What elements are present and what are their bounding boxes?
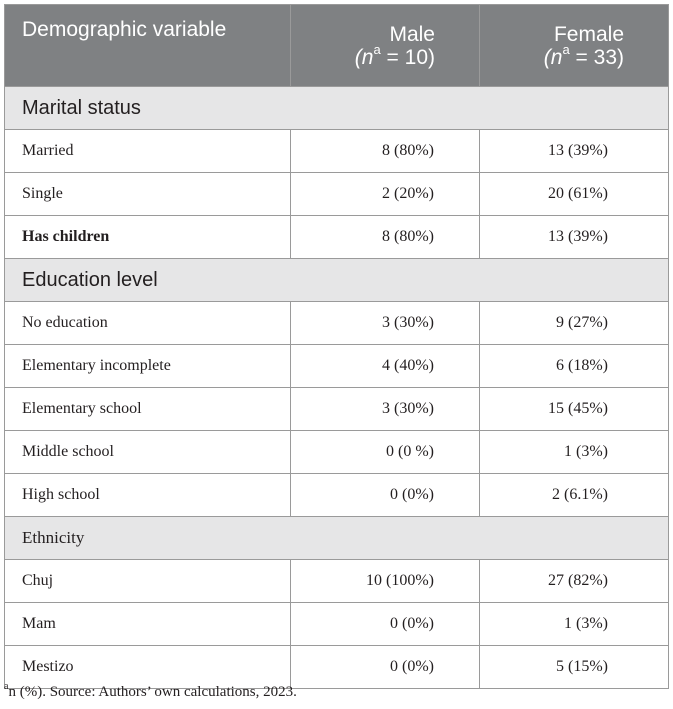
table-header-row — [5, 5, 669, 87]
section-title: Education level — [5, 259, 669, 302]
table-row — [5, 173, 669, 216]
male-value: 0 (0 %) — [291, 431, 480, 474]
male-value: 0 (0%) — [291, 646, 480, 689]
male-value: 4 (40%) — [291, 345, 480, 388]
row-label: No education — [5, 302, 291, 345]
table-row — [5, 302, 669, 345]
table-row — [5, 474, 669, 517]
row-label: Single — [5, 173, 291, 216]
male-value: 8 (80%) — [291, 216, 480, 259]
header-male — [291, 5, 480, 87]
female-value: 1 (3%) — [480, 603, 669, 646]
section-marital-status — [5, 87, 669, 130]
table-row — [5, 345, 669, 388]
female-value: 6 (18%) — [480, 345, 669, 388]
row-label: Mestizo — [5, 646, 291, 689]
header-male-label: Male — [389, 22, 435, 46]
female-value: 13 (39%) — [480, 216, 669, 259]
male-value: 0 (0%) — [291, 474, 480, 517]
header-female-label: Female — [553, 22, 624, 46]
female-value: 27 (82%) — [480, 560, 669, 603]
section-ethnicity — [5, 517, 669, 560]
footnote-text: n (%). Source: Authors’ own calculations, 2023. — [8, 684, 297, 700]
row-label: Middle school — [5, 431, 291, 474]
table-row — [5, 388, 669, 431]
male-value: 10 (100%) — [291, 560, 480, 603]
female-value: 15 (45%) — [480, 388, 669, 431]
table-row — [5, 603, 669, 646]
header-female — [480, 5, 669, 87]
female-value: 20 (61%) — [480, 173, 669, 216]
row-label: Elementary school — [5, 388, 291, 431]
female-value: 5 (15%) — [480, 646, 669, 689]
demographics-table — [4, 4, 669, 689]
header-female-count: $(n^a = 33)$ — [543, 41, 624, 69]
female-value: 13 (39%) — [480, 130, 669, 173]
table-row — [5, 216, 669, 259]
header-male-count: $(n^a = 10)$ — [354, 41, 435, 69]
male-value: 3 (30%) — [291, 302, 480, 345]
male-value: 0 (0%) — [291, 603, 480, 646]
male-value: 3 (30%) — [291, 388, 480, 431]
male-value: 2 (20%) — [291, 173, 480, 216]
table-row — [5, 560, 669, 603]
section-education-level — [5, 259, 669, 302]
row-label: Chuj — [5, 560, 291, 603]
table-footnote — [4, 682, 297, 701]
female-value: 9 (27%) — [480, 302, 669, 345]
footnote-marker: a — [4, 681, 9, 692]
row-label: Married — [5, 130, 291, 173]
table-row — [5, 431, 669, 474]
header-demographic-variable: Demographic variable — [5, 5, 291, 87]
female-value: 2 (6.1%) — [480, 474, 669, 517]
male-value: 8 (80%) — [291, 130, 480, 173]
row-label: Has children — [5, 216, 291, 259]
table-row — [5, 130, 669, 173]
section-title: Ethnicity — [5, 517, 669, 560]
row-label: Elementary incomplete — [5, 345, 291, 388]
row-label: High school — [5, 474, 291, 517]
row-label: Mam — [5, 603, 291, 646]
female-value: 1 (3%) — [480, 431, 669, 474]
section-title: Marital status — [5, 87, 669, 130]
